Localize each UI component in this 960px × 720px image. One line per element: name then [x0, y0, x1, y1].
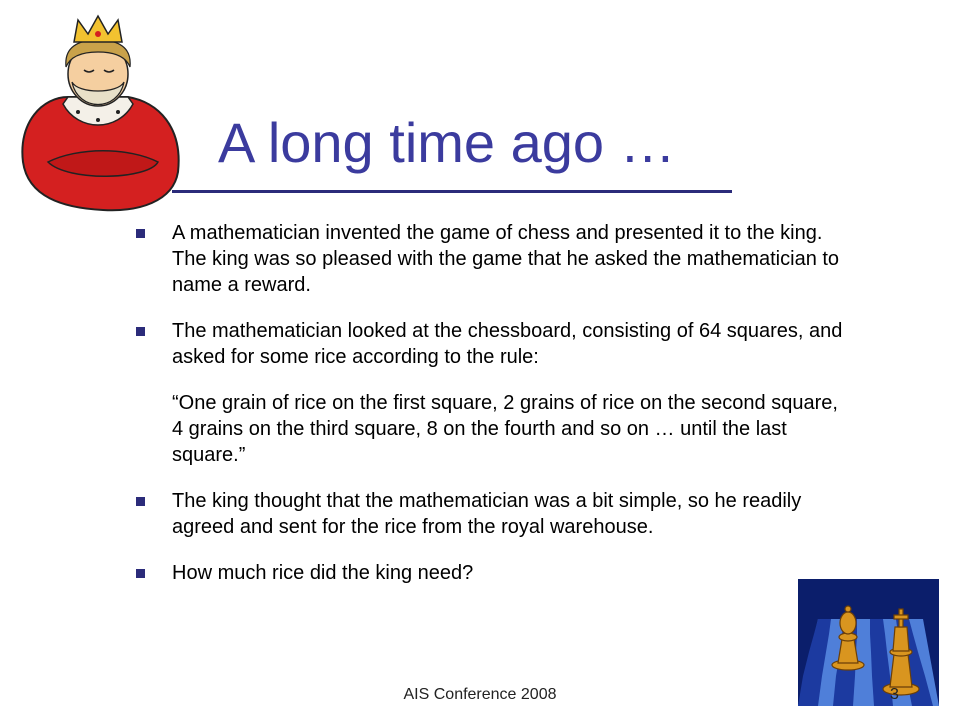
bullet-item — [134, 318, 854, 370]
footer-conference-label: AIS Conference 2008 — [403, 686, 557, 703]
bullet-square-icon — [136, 229, 145, 238]
title-underline — [172, 190, 732, 193]
rice-rule-quote: “One grain of rice on the first square, 2 grains of rice on the second square, 4 grains on the third square, 8 on the fourth and so on … until the last square.” — [172, 392, 838, 466]
bullet-square-icon — [136, 327, 145, 336]
bullet-text: The king thought that the mathematician was a bit simple, so he readily agreed and sent for the rice from the royal warehouse. — [172, 490, 802, 538]
bullet-item — [134, 220, 854, 298]
bullet-item — [134, 488, 854, 540]
king-illustration — [8, 12, 198, 217]
bullet-item — [134, 560, 854, 586]
slide-page-number: 3 — [890, 686, 899, 703]
bullet-square-icon — [136, 497, 145, 506]
slide-title: A long time ago … — [218, 111, 676, 174]
bullet-text: The mathematician looked at the chessboard, consisting of 64 squares, and asked for some rice according to the rule: — [172, 320, 843, 368]
bullet-text: A mathematician invented the game of chess and presented it to the king. The king was so pleased with the game that he asked the mathematician to name a reward. — [172, 222, 840, 296]
bullet-text: How much rice did the king need? — [172, 562, 474, 584]
slide-content — [134, 220, 854, 606]
bullet-square-icon — [136, 569, 145, 578]
